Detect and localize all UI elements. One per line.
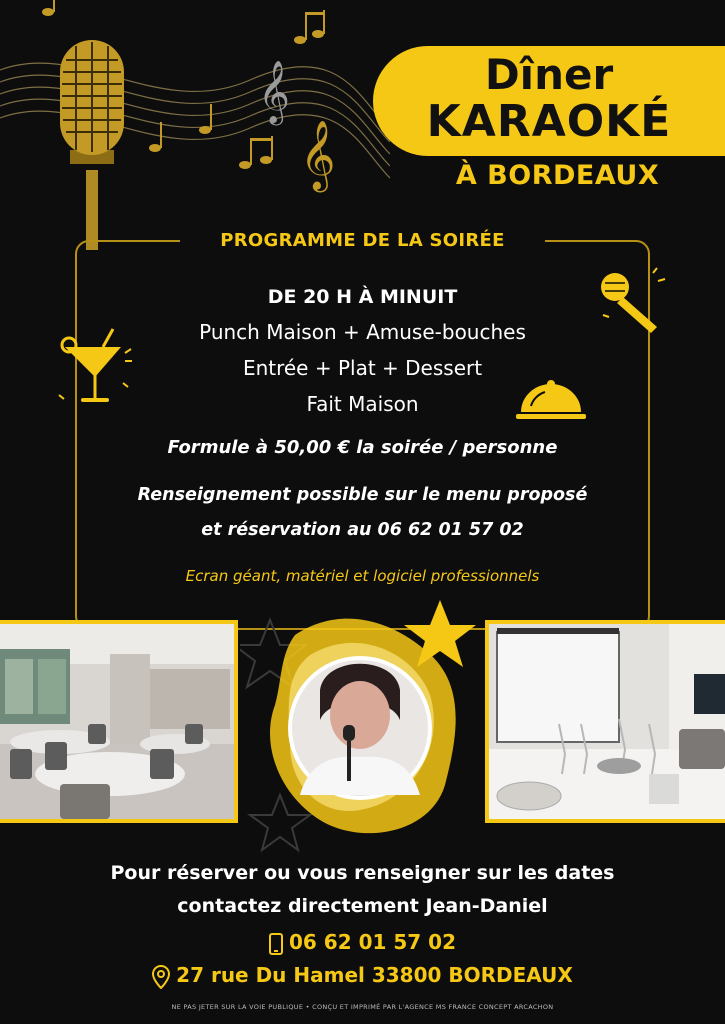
title-line2: KARAOKÉ: [426, 96, 672, 147]
program-info-line2: et réservation au 06 62 01 57 02: [201, 520, 524, 540]
phone-number: 06 62 01 57 02: [288, 930, 456, 954]
cta-line2: contactez directement Jean-Daniel: [177, 895, 548, 917]
singer-portrait: [240, 595, 485, 860]
title-line1: Dîner: [484, 50, 614, 99]
screen-room-photo: [485, 620, 725, 823]
svg-text:𝄞: 𝄞: [300, 120, 336, 190]
program-heading: PROGRAMME DE LA SOIRÉE: [180, 226, 545, 256]
program-item-3: Fait Maison: [306, 392, 419, 416]
cta-line1: Pour réserver ou vous renseigner sur les dates: [110, 862, 615, 884]
microphone-icon: [0, 0, 390, 250]
dining-room-photo: [0, 620, 238, 823]
legal-notice: NE PAS JETER SUR LA VOIE PUBLIQUE • CONÇU ET IMPRIMÉ PAR L'AGENCE MS FRANCE CONCEPT ARCACHON: [171, 1003, 554, 1011]
location-pin-icon: [152, 965, 170, 989]
title-banner: [373, 46, 725, 156]
program-hours: DE 20 H À MINUIT: [267, 286, 458, 308]
program-price: Formule à 50,00 € la soirée / personne: [167, 437, 558, 458]
svg-text:𝄞: 𝄞: [258, 60, 290, 123]
program-info-line1: Renseignement possible sur le menu proposé: [137, 485, 588, 505]
program-item-1: Punch Maison + Amuse-bouches: [199, 320, 526, 344]
address-text: 27 rue Du Hamel 33800 BORDEAUX: [176, 963, 573, 987]
title-location: À BORDEAUX: [455, 160, 660, 191]
program-item-2: Entrée + Plat + Dessert: [242, 356, 483, 380]
phone-icon: [269, 933, 283, 955]
contact-phone: [0, 929, 725, 955]
program-equipment: Ecran géant, matériel et logiciel professionnels: [185, 567, 540, 585]
contact-address: [0, 962, 725, 989]
